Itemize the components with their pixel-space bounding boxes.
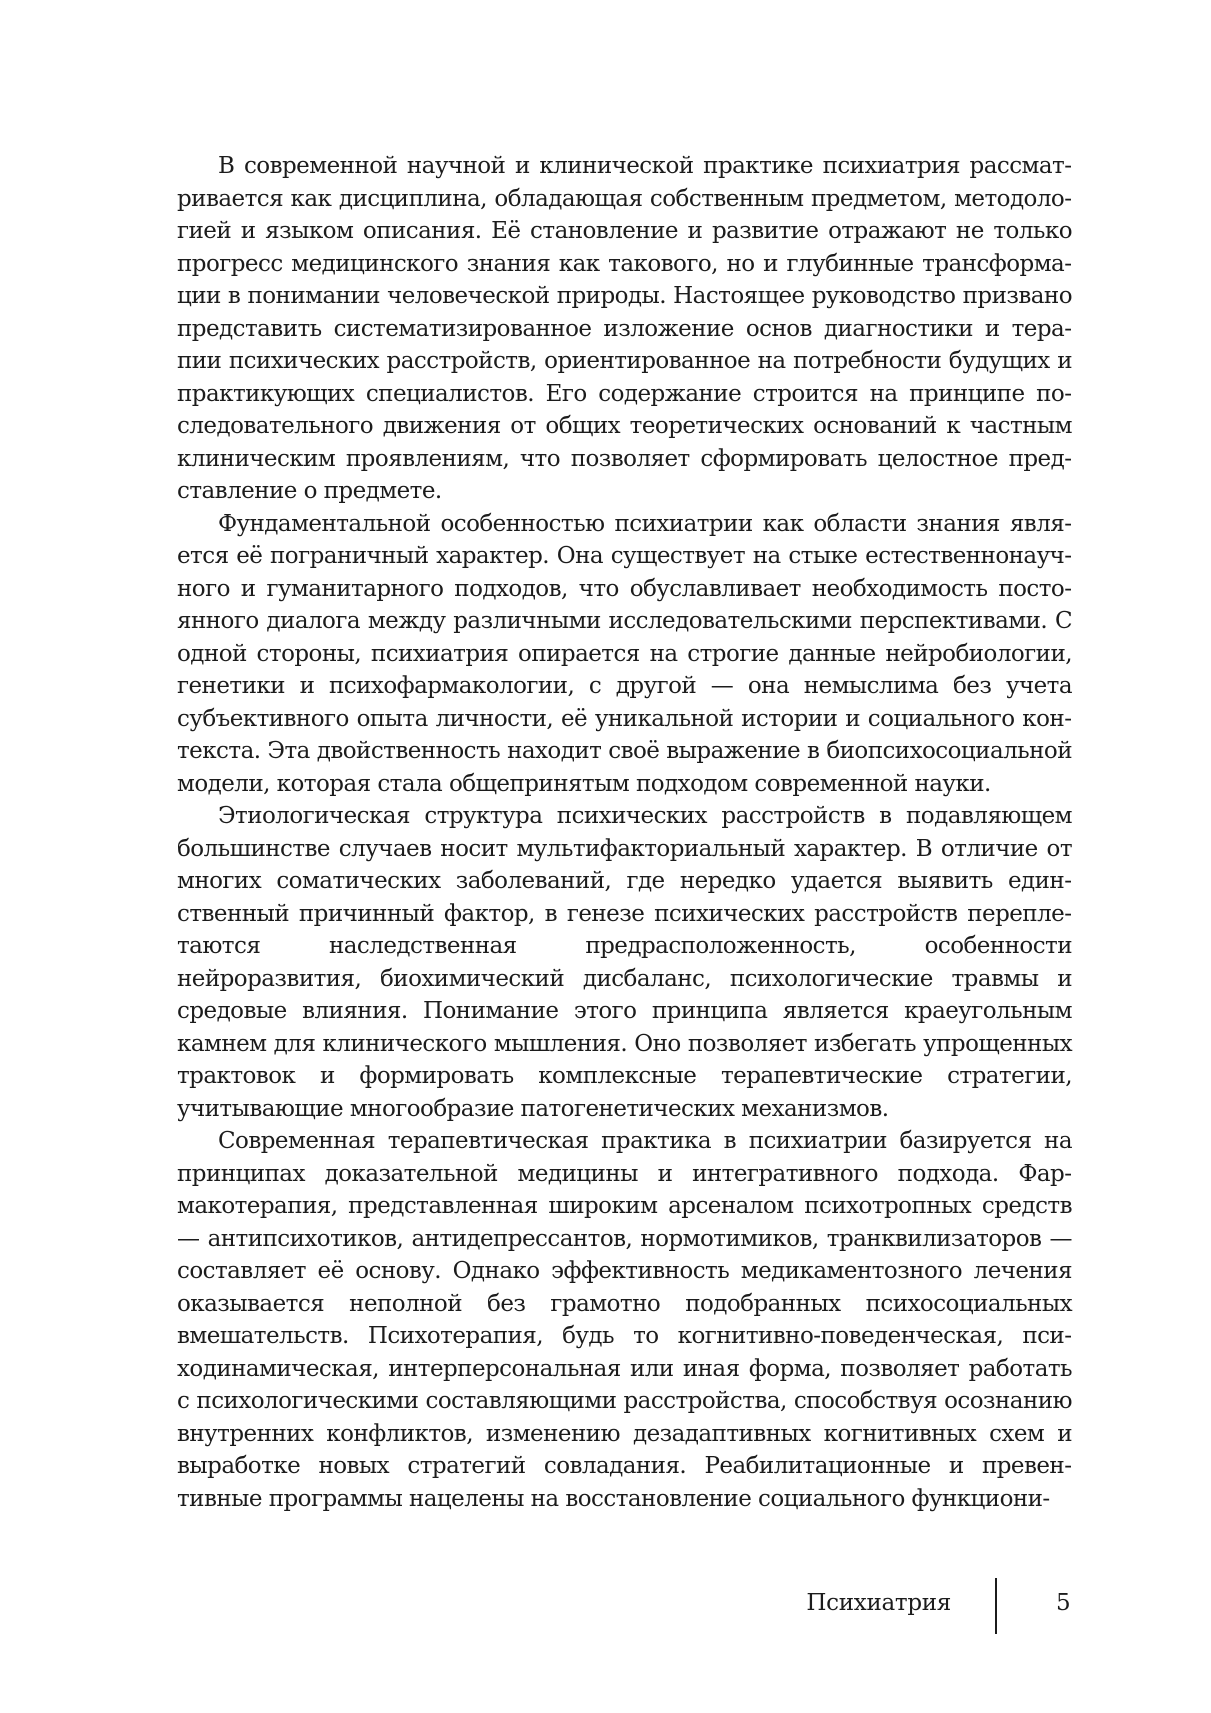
body-text	[177, 150, 1072, 1515]
paragraph-2: Фундаментальной особенностью психиатрии как области знания является её пограничный характер. Она существует на стыке естественнонаучного и гуманитарного подходов, что обуславливает необходимость постоянного диалога между различными исследовательскими перспективами. С одной стороны, психиатрия опирается на строгие данные нейробиологии, генетики и психофармакологии, с другой — она немыслима без учета субъективного опыта личности, её уникальной истории и социального контекста. Эта двойственность находит своё выражение в биопсихосоциальной модели, которая стала общепринятым подходом современной науки.	[177, 510, 1072, 797]
page-number: 5	[1056, 1590, 1071, 1616]
paragraph-3: Этиологическая структура психических расстройств в подавляющем большинстве случаев носит мультифакториальный характер. В отличие от многих соматических заболеваний, где нередко удается выявить единственный причинный фактор, в генезе психических расстройств переплетаются наследственная предрасположенность, особенности нейроразвития, биохимический дисбаланс, психологические травмы и средовые влияния. Понимание этого принципа является краеугольным камнем для клинического мышления. Оно позволяет избегать упрощенных трактовок и формировать комплексные терапевтические стратегии, учитывающие многообразие патогенетических механизмов.	[177, 803, 1072, 1122]
paragraph-4: Современная терапевтическая практика в психиатрии базируется на принципах доказательной медицины и интегративного подхода. Фармакотерапия, представленная широким арсеналом психотропных средств — антипсихотиков, антидепрессантов, нормотимиков, транквилизаторов — составляет её основу. Однако эффективность медикаментозного лечения оказывается неполной без грамотно подобранных психосоциальных вмешательств. Психотерапия, будь то когнитивно-поведенческая, психодинамическая, интерперсональная или иная форма, позволяет работать с психологическими составляющими расстройства, способствуя осознанию внутренних конфликтов, изменению дезадаптивных когнитивных схем и выработке новых стратегий совладания. Реабилитационные и превентивные программы нацелены на восстановление социального функциони-	[177, 1128, 1072, 1512]
paragraph-1: В современной научной и клинической практике психиатрия рассматривается как дисциплина, обладающая собственным предметом, методологией и языком описания. Её становление и развитие отражают не только прогресс медицинского знания как такового, но и глубинные трансформации в понимании человеческой природы. Настоящее руководство призвано представить систематизированное изложение основ диагностики и терапии психических расстройств, ориентированное на потребности будущих и практикующих специалистов. Его содержание строится на принципе последовательного движения от общих теоретических оснований к частным клиническим проявлениям, что позволяет сформировать целостное представление о предмете.	[177, 153, 1072, 504]
running-title: Психиатрия	[806, 1590, 951, 1616]
footer-divider	[995, 1578, 997, 1634]
page-footer	[0, 1578, 1211, 1638]
